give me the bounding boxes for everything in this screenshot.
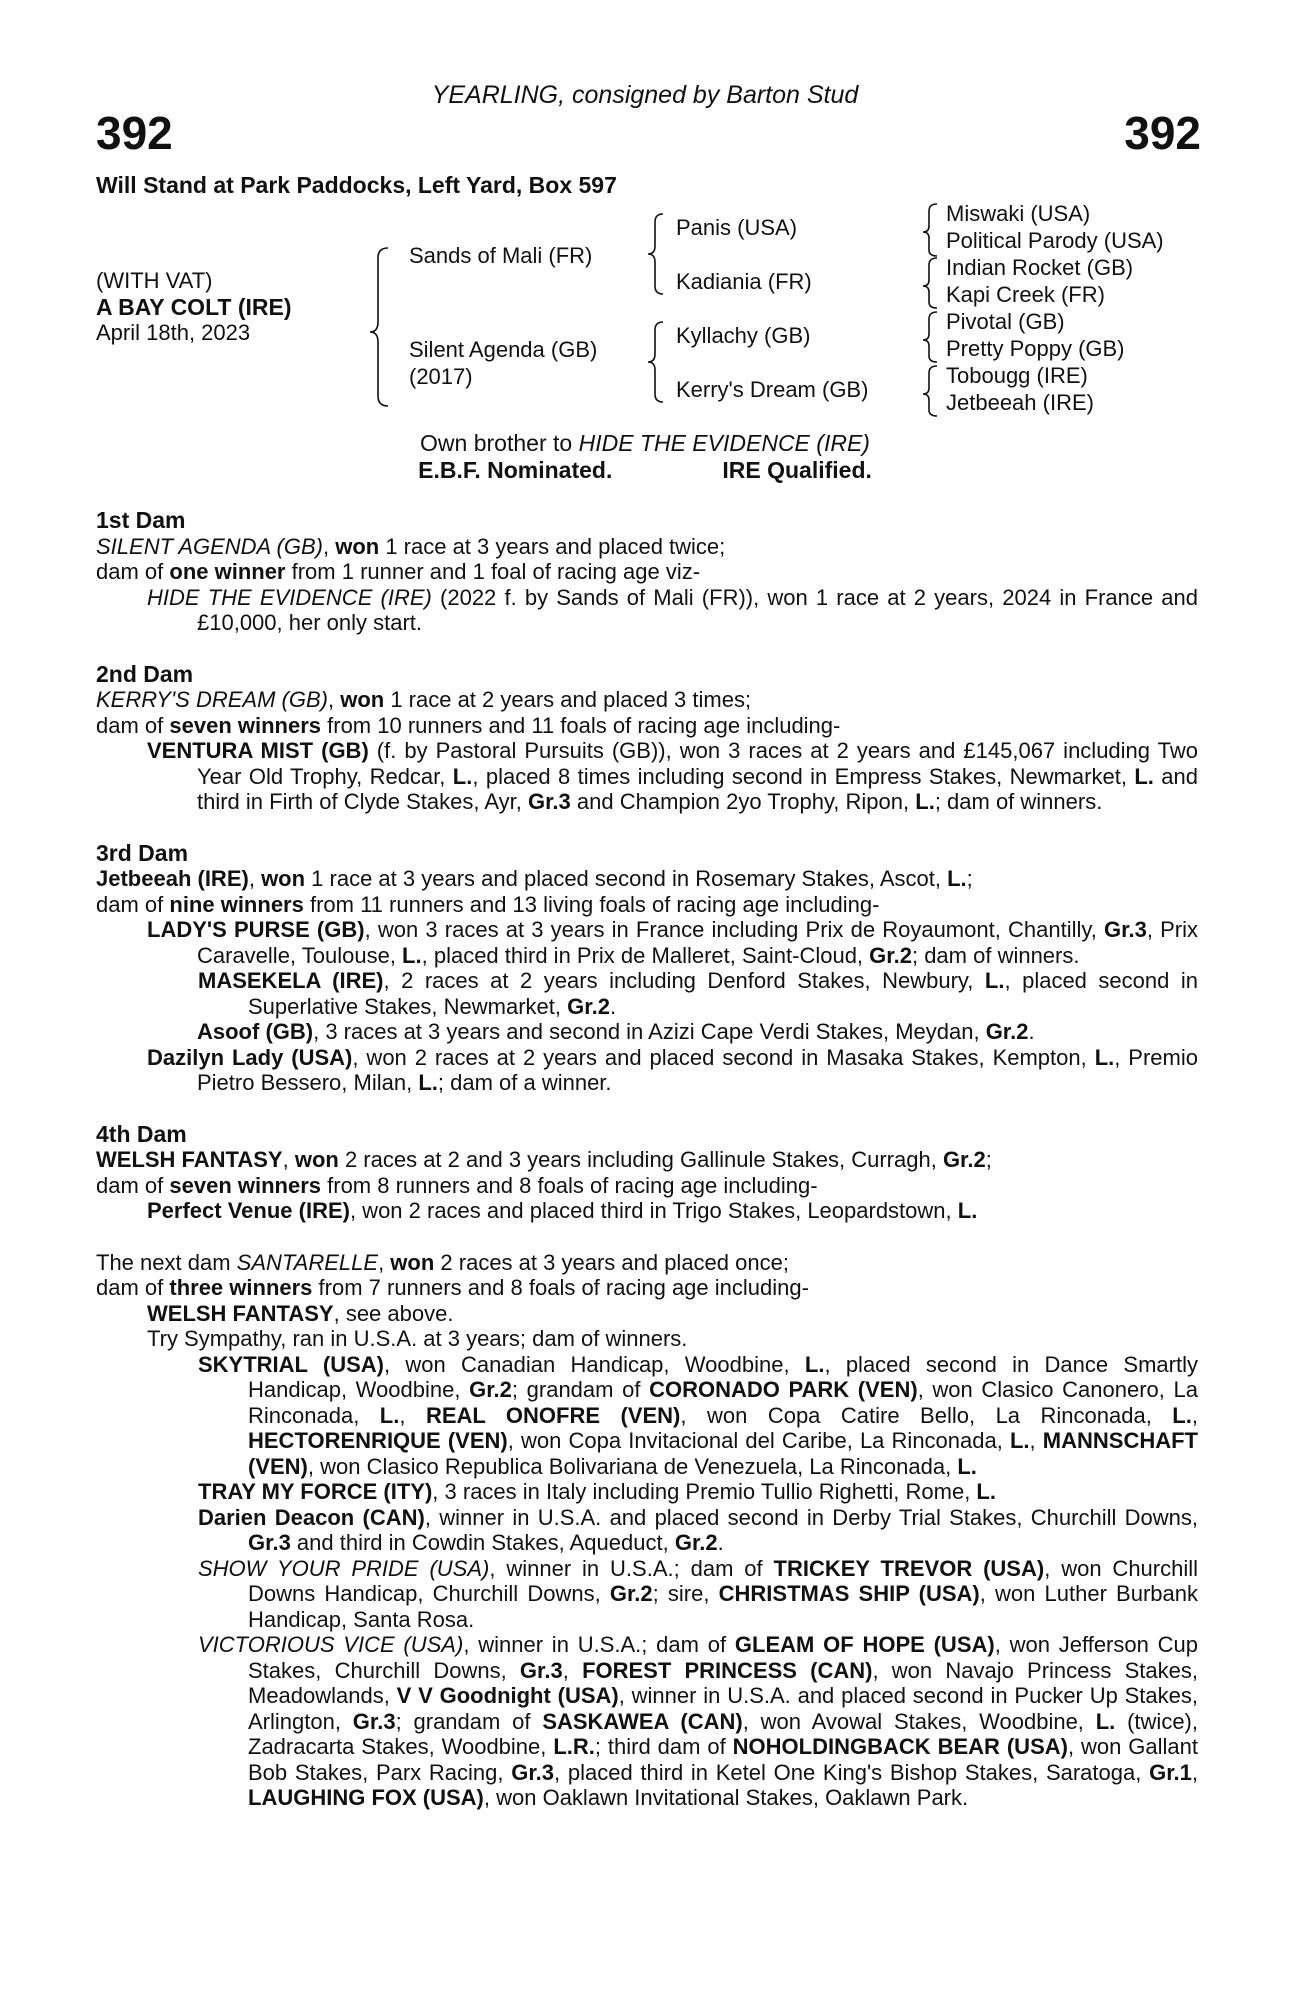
produce-entry: VENTURA MIST (GB) (f. by Pastoral Pursuits (GB)), won 3 races at 2 years and £145,067 including Two Year Old Trophy, Redcar, L., placed 8 times including second in Empress Stakes, Newmarket, L. and third in Firth of Clyde Stakes, Ayr, Gr.3 and Champion 2yo Trophy, Ripon, L.; dam of winners. <box>147 738 1198 814</box>
sire-sire: Panis (USA) <box>676 215 798 240</box>
section-title: 2nd Dam <box>96 660 194 687</box>
pedigree-notes <box>0 430 1290 484</box>
produce-entry: VICTORIOUS VICE (USA), winner in U.S.A.; dam of GLEAM OF HOPE (USA), won Jefferson Cup Stakes, Churchill Downs, Gr.3, FOREST PRINCESS (CAN), won Navajo Princess Stakes, Meadowlands, V V Goodnight (USA), winner in U.S.A. and placed second in Pucker Up Stakes, Arlington, Gr.3; grandam of SASKAWEA (CAN), won Avowal Stakes, Woodbine, L. (twice), Zadracarta Stakes, Woodbine, L.R.; third dam of NOHOLDINGBACK BEAR (USA), won Gallant Bob Stakes, Parx Racing, Gr.3, placed third in Ketel One King's Bishop Stakes, Saratoga, Gr.1, LAUGHING FOX (USA), won Oaklawn Invitational Stakes, Oaklawn Park. <box>198 1632 1199 1810</box>
own-brother-line: Own brother to HIDE THE EVIDENCE (IRE) <box>420 430 870 456</box>
produce-record <box>96 508 1198 1837</box>
produce-entry: TRAY MY FORCE (ITY), 3 races in Italy including Premio Tullio Righetti, Rome, L. <box>198 1479 996 1504</box>
pedigree-sds: Indian Rocket (GB) <box>946 255 1134 280</box>
first-dam-section: 1st Dam SILENT AGENDA (GB), won 1 race at 3 years and placed twice; dam of one winner from 1 runner and 1 foal of racing age viz- HIDE THE EVIDENCE (IRE) (2022 f. by Sands of Mali (FR)), won 1 race at 2 years, 2024 in France and £10,000, her only start. <box>96 507 1198 635</box>
next-dam-section: The next dam SANTARELLE, won 2 races at 3 years and placed once; dam of three winners from 7 runners and 8 foals of racing age including- WELSH FANTASY, see above. Try Sympathy, ran in U.S.A. at 3 years; dam of winners. SKYTRIAL (USA), won Canadian Handicap, Woodbine, L., placed second in Dance Smartly Handicap, Woodbine, Gr.2; grandam of CORONADO PARK (VEN), won Clasico Canonero, La Rinconada, L., REAL ONOFRE (VEN), won Copa Catire Bello, La Rinconada, L., HECTORENRIQUE (VEN), won Copa Invitacional del Caribe, La Rinconada, L., MANNSCHAFT (VEN), won Clasico Republica Bolivariana de Venezuela, La Rinconada, L. TRAY MY FORCE (ITY), 3 races in Italy including Premio Tullio Righetti, Rome, L. Darien Deacon (CAN), winner in U.S.A. and placed second in Derby Trial Stakes, Churchill Downs, Gr.3 and third in Cowdin Stakes, Aqueduct, Gr.2. SHOW YOUR PRIDE (USA), winner in U.S.A.; dam of TRICKEY TREVOR (USA), won Churchill Downs Handicap, Churchill Downs, Gr.2; sire, CHRISTMAS SHIP (USA), won Luther Burbank Handicap, Santa Rosa. VICTORIOUS VICE (USA), winner in U.S.A.; dam of GLEAM OF HOPE (USA), won Jefferson Cup Stakes, Churchill Downs, Gr.3, FOREST PRINCESS (CAN), won Navajo Princess Stakes, Meadowlands, V V Goodnight (USA), winner in U.S.A. and placed second in Pucker Up Stakes, Arlington, Gr.3; grandam of SASKAWEA (CAN), won Avowal Stakes, Woodbine, L. (twice), Zadracarta Stakes, Woodbine, L.R.; third dam of NOHOLDINGBACK BEAR (USA), won Gallant Bob Stakes, Parx Racing, Gr.3, placed third in Ketel One King's Bishop Stakes, Saratoga, Gr.1, LAUGHING FOX (USA), won Oaklawn Invitational Stakes, Oaklawn Park. <box>96 1249 1199 1810</box>
produce-entry: Darien Deacon (CAN), winner in U.S.A. and placed second in Derby Trial Stakes, Churchill Downs, Gr.3 and third in Cowdin Stakes, Aqueduct, Gr.2. <box>198 1504 1198 1555</box>
produce-entry: HIDE THE EVIDENCE (IRE) (2022 f. by Sands of Mali (FR)), won 1 race at 2 years, 2024 in France and £10,000, her only start. <box>147 584 1198 635</box>
lot-number-left: 392 <box>96 107 173 159</box>
produce-entry: SHOW YOUR PRIDE (USA), winner in U.S.A.; dam of TRICKEY TREVOR (USA), won Churchill Downs Handicap, Churchill Downs, Gr.2; sire, CHRISTMAS SHIP (USA), won Luther Burbank Handicap, Santa Rosa. <box>198 1555 1199 1632</box>
horse-name: A BAY COLT (IRE) <box>96 294 292 320</box>
date-of-birth: April 18th, 2023 <box>96 320 251 345</box>
dam-paragraph: SILENT AGENDA (GB), won 1 race at 3 years and placed twice; <box>96 533 726 559</box>
dam-name: Silent Agenda (GB) <box>409 337 598 362</box>
produce-entry: LADY'S PURSE (GB), won 3 races at 3 years in France including Prix de Royaumont, Chantilly, Gr.3, Prix Caravelle, Toulouse, L., placed third in Prix de Malleret, Saint-Cloud, Gr.2; dam of winners. <box>147 917 1198 968</box>
pedigree-dds: Tobougg (IRE) <box>946 363 1088 388</box>
pedigree-ssd: Political Parody (USA) <box>946 228 1164 253</box>
sire-name: Sands of Mali (FR) <box>409 243 593 268</box>
pedigree-sss: Miswaki (USA) <box>946 201 1091 226</box>
sire-dam: Kadiania (FR) <box>676 269 812 294</box>
dam-year: (2017) <box>409 364 473 389</box>
pedigree-sdd: Kapi Creek (FR) <box>946 282 1105 307</box>
third-dam-section: 3rd Dam Jetbeeah (IRE), won 1 race at 3 years and placed second in Rosemary Stakes, Ascot, L.; dam of nine winners from 11 runners and 13 living foals of racing age including- LADY'S PURSE (GB), won 3 races at 3 years in France including Prix de Royaumont, Chantilly, Gr.3, Prix Caravelle, Toulouse, L., placed third in Prix de Malleret, Saint-Cloud, Gr.2; dam of winners. MASEKELA (IRE), 2 races at 2 years including Denford Stakes, Newbury, L., placed second in Superlative Stakes, Newmarket, Gr.2. Asoof (GB), 3 races at 3 years and second in Azizi Cape Verdi Stakes, Meydan, Gr.2. Dazilyn Lady (USA), won 2 races at 2 years and placed second in Masaka Stakes, Kempton, L., Premio Pietro Bessero, Milan, L.; dam of a winner. <box>96 839 1199 1095</box>
produce-entry: Dazilyn Lady (USA), won 2 races at 2 years and placed second in Masaka Stakes, Kempton, L., Premio Pietro Bessero, Milan, L.; dam of a winner. <box>147 1044 1198 1095</box>
dam-dam: Kerry's Dream (GB) <box>676 377 869 402</box>
produce-entry: Perfect Venue (IRE), won 2 races and placed third in Trigo Stakes, Leopardstown, L. <box>147 1198 978 1223</box>
consignment-line: YEARLING, consigned by Barton Stud <box>431 81 859 109</box>
section-title: 1st Dam <box>96 507 186 533</box>
produce-entry: SKYTRIAL (USA), won Canadian Handicap, Woodbine, L., placed second in Dance Smartly Handicap, Woodbine, Gr.2; grandam of CORONADO PARK (VEN), won Clasico Canonero, La Rinconada, L., REAL ONOFRE (VEN), won Copa Catire Bello, La Rinconada, L., HECTORENRIQUE (VEN), won Copa Invitacional del Caribe, La Rinconada, L., MANNSCHAFT (VEN), won Clasico Republica Bolivariana de Venezuela, La Rinconada, L. <box>198 1351 1198 1479</box>
section-title: 3rd Dam <box>96 839 189 866</box>
second-dam-section: 2nd Dam KERRY'S DREAM (GB), won 1 race at 2 years and placed 3 times; dam of seven winners from 10 runners and 11 foals of racing age including- VENTURA MIST (GB) (f. by Pastoral Pursuits (GB)), won 3 races at 2 years and £145,067 including Two Year Old Trophy, Redcar, L., placed 8 times including second in Empress Stakes, Newmarket, L. and third in Firth of Clyde Stakes, Ayr, Gr.3 and Champion 2yo Trophy, Ripon, L.; dam of winners. <box>96 660 1198 814</box>
pedigree-ddd: Jetbeeah (IRE) <box>946 390 1094 415</box>
dam-sire: Kyllachy (GB) <box>676 323 811 348</box>
pedigree-braces <box>0 0 1315 430</box>
pedigree-dss: Pivotal (GB) <box>946 309 1065 334</box>
fourth-dam-section: 4th Dam WELSH FANTASY, won 2 races at 2 and 3 years including Gallinule Stakes, Curragh, Gr.2; dam of seven winners from 8 runners and 8 foals of racing age including- Perfect Venue (IRE), won 2 races and placed third in Trigo Stakes, Leopardstown, L. <box>96 1122 1198 1224</box>
ire-badge: IRE Qualified. <box>722 457 872 483</box>
produce-entry: Asoof (GB), 3 races at 3 years and second in Azizi Cape Verdi Stakes, Meydan, Gr.2. <box>197 1019 1035 1044</box>
ebf-badge: E.B.F. Nominated. <box>418 457 613 483</box>
pedigree-dsd: Pretty Poppy (GB) <box>946 336 1125 361</box>
vat-label: (WITH VAT) <box>96 268 213 293</box>
stand-location: Will Stand at Park Paddocks, Left Yard, Box 597 <box>96 172 617 198</box>
section-title: 4th Dam <box>96 1120 187 1147</box>
lot-number-right: 392 <box>1124 107 1201 159</box>
produce-entry: MASEKELA (IRE), 2 races at 2 years including Denford Stakes, Newbury, L., placed second in Superlative Stakes, Newmarket, Gr.2. <box>198 968 1199 1019</box>
own-brother-name: HIDE THE EVIDENCE (IRE) <box>578 430 870 456</box>
